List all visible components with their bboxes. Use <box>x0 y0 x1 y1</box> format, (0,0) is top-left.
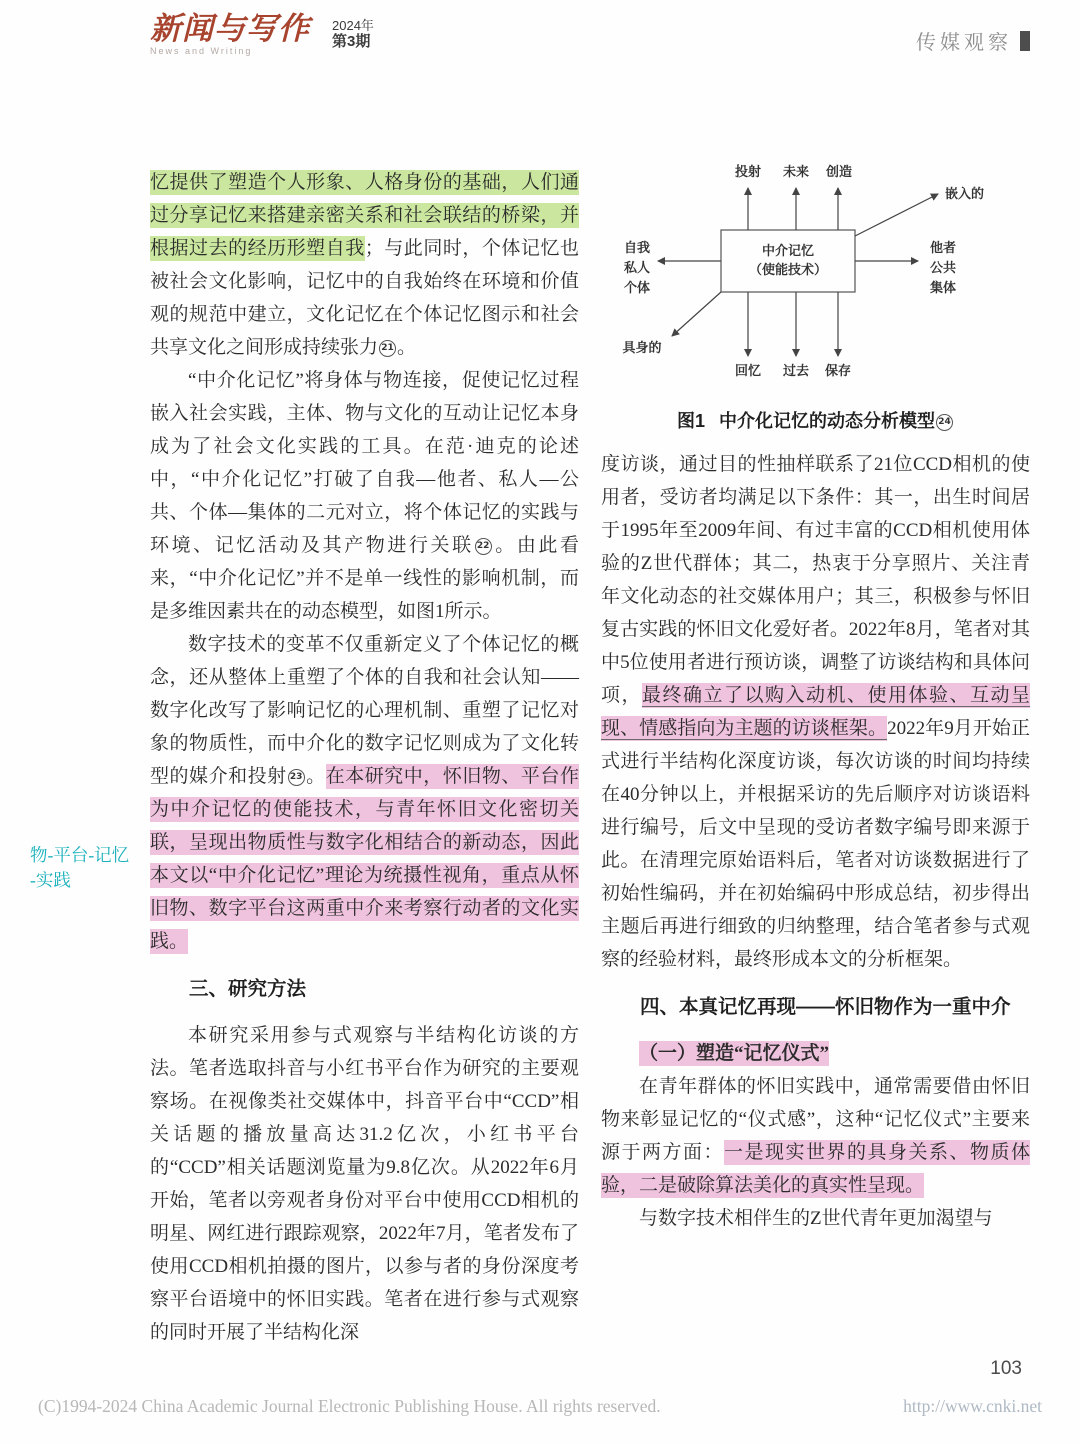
issue-number: 第3期 <box>332 33 371 50</box>
margin-annotation-line1: 物-平台-记忆 <box>30 845 130 865</box>
arrow-embedded <box>855 194 938 236</box>
section-heading-methods: 三、研究方法 <box>189 978 307 1000</box>
arrow-embodied <box>672 292 721 336</box>
label-other: 他者 <box>930 240 957 255</box>
label-public: 公共 <box>930 260 957 275</box>
highlight-pink-underlined-text: 最终确立了以购入动机、使用体验、互动呈现、情感指向为主题的访谈框架。 <box>601 685 1030 739</box>
subsection-heading-ritual <box>601 1037 1030 1070</box>
page-header <box>150 12 1030 68</box>
highlight-pink-text: 在本研究中，怀旧物、平台作为中介记忆的使能技术，与青年怀旧文化密切关联，呈现出物质性与数字化相结合的新动态，因此本文以“中介化记忆”理论为统摄性视角，重点从怀旧物、数字平台这两重中介来考察行动者的文化实践。 <box>150 766 579 952</box>
paragraph-method-detail: 本研究采用参与式观察与半结构化访谈的方法。笔者选取抖音与小红书平台作为研究的主要观察场。在视像类社交媒体中，抖音平台中“CCD”相关话题的播放量高达31.2亿次，小红书平台的“CCD”相关话题浏览量为9.8亿次。从2022年6月开始，笔者以旁观者身份对平台中使用CCD相机的明星、网红进行跟踪观察，2022年7月，笔者发布了使用CCD相机拍摄的图片，以参与者的身份深度考察平台语境中的怀旧实践。笔者在进行参与式观察的同时开展了半结构化深 <box>150 1025 579 1343</box>
journal-logo-subtitle: News and Writing <box>150 46 253 56</box>
paragraph-memory-identity: 忆提供了塑造个人形象、人格身份的基础，人们通过分享记忆来搭建亲密关系和社会联结的桥梁，并根据过去的经历形塑自我；与此同时，个体记忆也被社会文化影响，记忆中的自我始终在环境和价值观的规范中建立，文化记忆在个体记忆图示和社会共享文化之间形成持续张力 21 。 <box>150 172 579 358</box>
left-column <box>150 166 579 1349</box>
margin-annotation <box>30 843 148 893</box>
label-past: 过去 <box>782 363 810 378</box>
figure-1 <box>601 158 1030 434</box>
copyright-text: (C)1994-2024 China Academic Journal Electronic Publishing House. All rights reserved. <box>38 1396 661 1416</box>
section-block-icon <box>1020 31 1030 51</box>
page-number: 103 <box>990 1358 1022 1379</box>
footnote-marker: 21 <box>379 340 396 357</box>
label-embedded: 嵌入的 <box>945 186 985 201</box>
label-collective: 集体 <box>930 280 957 295</box>
footnote-marker: 24 <box>936 414 953 431</box>
label-create: 创造 <box>825 164 853 179</box>
center-box-label-2: （使能技术） <box>748 262 828 277</box>
label-self: 自我 <box>623 240 650 255</box>
label-individual: 个体 <box>623 280 650 295</box>
mediated-memory-diagram <box>608 158 1023 398</box>
issue-year: 2024年 <box>332 18 374 33</box>
section-name: 传媒观察 <box>916 32 1012 54</box>
footnote-marker: 22 <box>475 538 492 555</box>
highlight-pink-text: 一是现实世界的具身关系、物质体验，二是破除算法美化的真实性呈现。 <box>601 1142 1030 1196</box>
label-embodied: 具身的 <box>622 340 662 355</box>
paragraph-mediated-memory: “中介化记忆”将身体与物连接，促使记忆过程嵌入社会实践，主体、物与文化的互动让记忆本身成为了社会文化实践的工具。在范·迪克的论述中，“中介化记忆”打破了自我—他者、私人—公共、个体—集体的二元对立，将个体记忆的实践与环境、记忆活动及其产物进行关联 22 。由此看来，“中介化记忆”并不是单一线性的影响机制，而是多维因素共在的动态模型，如图1所示。 <box>150 370 579 622</box>
label-projection: 投射 <box>734 164 762 179</box>
journal-logo-title: 新闻与写作 <box>150 11 310 46</box>
paragraph-interviews: 度访谈，通过目的性抽样联系了21位CCD相机的使用者，受访者均满足以下条件：其一，出生时间居于1995年至2009年间、有过丰富的CCD相机使用体验的Z世代群体；其二，热衷于分享照片、关注青年文化动态的社交媒体用户；其三，积极参与怀旧复古实践的怀旧文化爱好者。2022年8月，笔者对其中5位使用者进行预访谈，调整了访谈结构和具体问项，最终确立了以购入动机、使用体验、互动呈现、情感指向为主题的访谈框架。2022年9月开始正式进行半结构化深度访谈，每次访谈的时间均持续在40分钟以上，并根据采访的先后顺序对访谈语料进行编号，后文中呈现的受访者数字编号即来源于此。在清理完原始语料后，笔者对访谈数据进行了初始性编码，并在初始编码中形成总结，初步得出主题后再进行细致的归纳整理，结合笔者参与式观察的经验材料，最终形成本文的分析框架。 <box>601 454 1030 970</box>
section-header <box>916 26 1030 55</box>
figure-caption: 图1 中介化记忆的动态分析模型 24 <box>601 408 1030 434</box>
section-heading-authentic-memory: 四、本真记忆再现——怀旧物作为一重中介 <box>640 996 1011 1018</box>
page-footer <box>38 1396 1042 1417</box>
label-private: 私人 <box>623 260 650 275</box>
paragraph-digital-tech: 数字技术的变革不仅重新定义了个体记忆的概念，还从整体上重塑了个体的自我和社会认知——数字化改写了影响记忆的心理机制、重塑了记忆对象的物质性，而中介化的数字记忆则成为了文化转型的媒介和投射 23 。在本研究中，怀旧物、平台作为中介记忆的使能技术，与青年怀旧文化密切关联，呈现出物质性与数字化相结合的新动态，因此本文以“中介化记忆”理论为统摄性视角，重点从怀旧物、数字平台这两重中介来考察行动者的文化实践。 <box>150 634 579 952</box>
issue-info <box>332 18 374 51</box>
highlight-pink-text: （一）塑造“记忆仪式” <box>639 1043 830 1064</box>
center-box <box>721 230 855 292</box>
margin-annotation-line2: -实践 <box>30 870 71 890</box>
label-recall: 回忆 <box>734 363 762 378</box>
highlight-green-text: 忆提供了塑造个人形象、人格身份的基础，人们通过分享记忆来搭建亲密关系和社会联结的桥梁，并根据过去的经历形塑自我 <box>150 172 579 259</box>
right-column <box>601 158 1030 1235</box>
center-box-label-1: 中介记忆 <box>761 243 815 258</box>
cnki-url-link[interactable]: http://www.cnki.net <box>903 1396 1042 1416</box>
label-future: 未来 <box>782 164 810 179</box>
paragraph-genz-desire: 与数字技术相伴生的Z世代青年更加渴望与 <box>639 1208 993 1229</box>
journal-logo <box>150 12 310 56</box>
footnote-marker: 23 <box>288 769 305 786</box>
label-preserve: 保存 <box>824 363 852 378</box>
paragraph-ritual-sense: 在青年群体的怀旧实践中，通常需要借由怀旧物来彰显记忆的“仪式感”，这种“记忆仪式”主要来源于两方面：一是现实世界的具身关系、物质体验，二是破除算法美化的真实性呈现。 <box>601 1076 1030 1196</box>
